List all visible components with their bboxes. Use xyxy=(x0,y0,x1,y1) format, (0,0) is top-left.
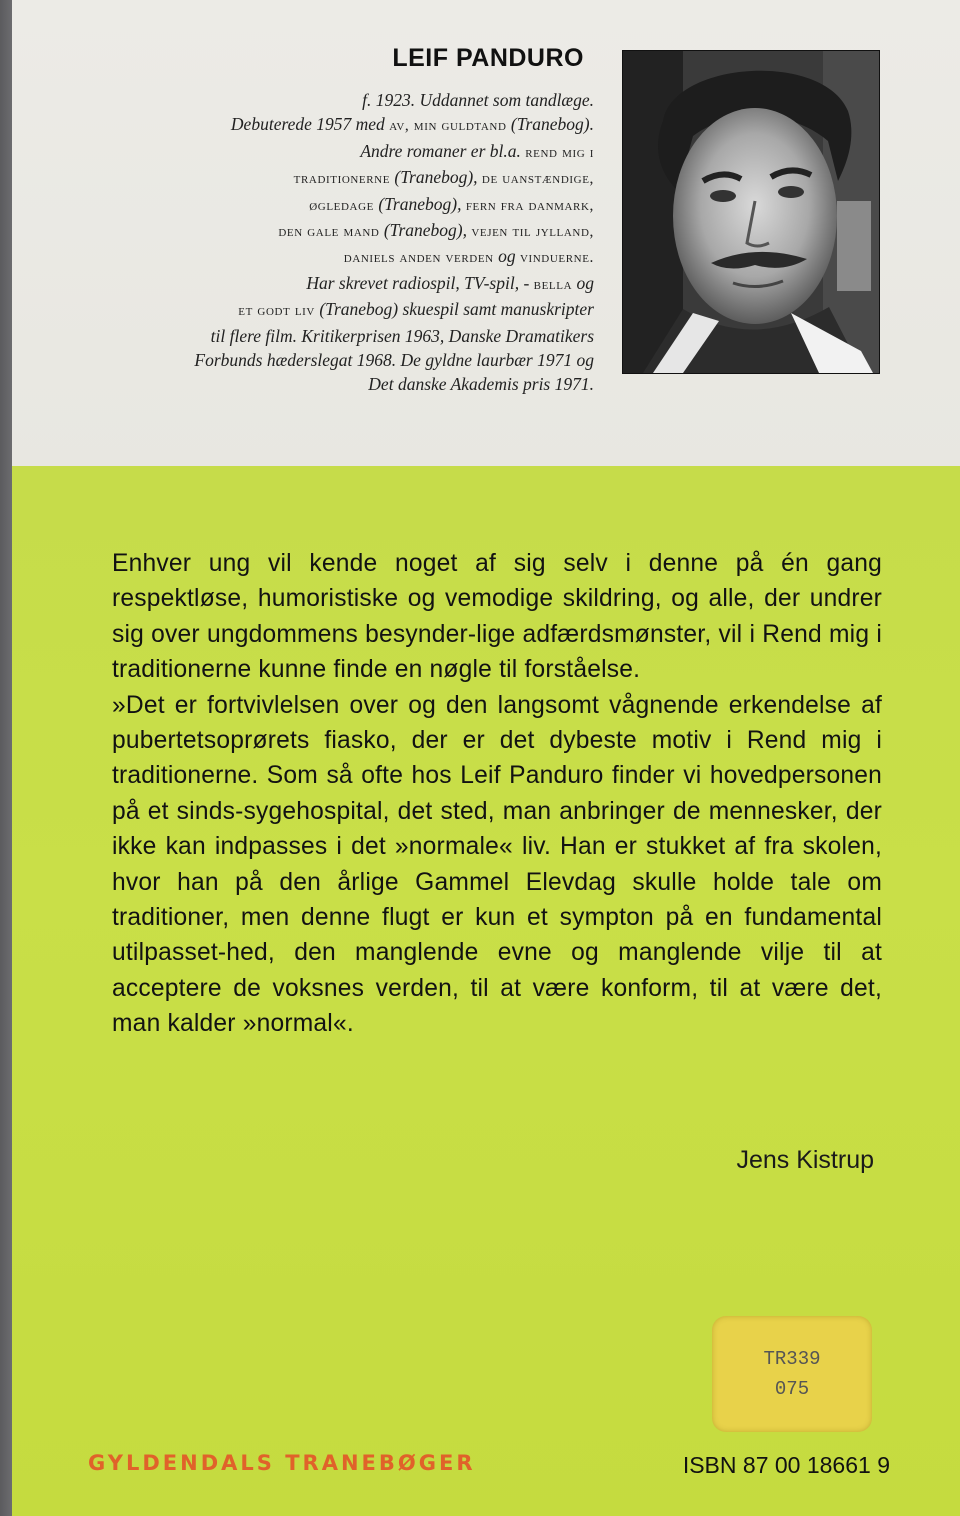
bio-line: til flere film. Kritikerprisen 1963, Danske Dramatikers xyxy=(210,325,594,346)
author-photo xyxy=(622,50,880,374)
publisher-logo-text: GYLDENDALS TRANEBØGER xyxy=(88,1451,476,1475)
reviewer-signature: Jens Kistrup xyxy=(736,1146,874,1174)
sticker-code: TR339 xyxy=(763,1348,821,1370)
bio-line: traditionerne (Tranebog), de uanstændige, xyxy=(293,167,594,188)
author-panel xyxy=(12,0,960,478)
bio-line: f. 1923. Uddannet som tandlæge. xyxy=(362,90,594,110)
bio-line: den gale mand (Tranebog), vejen til jylland, xyxy=(278,220,594,241)
bio-line: Debuterede 1957 med av, min guldtand (Tranebog). xyxy=(230,114,594,135)
isbn-number: ISBN 87 00 18661 9 xyxy=(682,1452,890,1478)
blurb-paragraph: Enhver ung vil kende noget af sig selv i denne på én gang respektløse, humoristiske og vemodige skildring, og alle, der undrer sig over ungdommens besynder-lige adfærdsmønster, vil i Rend mig i traditionerne kunne finde en nøgle til forståelse. xyxy=(112,550,882,684)
bio-line: Det danske Akademis pris 1971. xyxy=(368,374,594,395)
price-sticker xyxy=(712,1316,872,1432)
bio-line: Forbunds hæderslegat 1968. De gyldne laurbær 1971 og xyxy=(194,350,594,371)
blurb-quote: »Det er fortvivlelsen over og den langsomt vågnende erkendelse af pubertetsoprørets fiasko, der er det dybeste motiv i Rend mig i traditionerne. Som så ofte hos Leif Panduro finder vi hovedpersonen på et sinds-sygehospital, det sted, man anbringer de mennesker, der ikke kan indpasses i det »normale« liv. Han er stukket af fra skolen, hvor han på den årlige Gammel Elevdag skulle holde tale om traditioner, men denne flugt er kun et sympton på en fundamental utilpasset-hed, den manglende evne og manglende vilje til at acceptere de voksnes verden, til at være konform, til at være det, man kalder »normal«. xyxy=(112,691,882,1038)
sticker-number: 075 xyxy=(774,1378,810,1400)
portrait-image xyxy=(623,51,879,373)
bio-line: Har skrevet radiospil, TV-spil, - bella og xyxy=(306,272,594,293)
author-name: LEIF PANDURO xyxy=(392,44,584,72)
author-bio xyxy=(72,88,594,397)
book-back-cover xyxy=(12,0,960,1516)
bio-line: Andre romaner er bl.a. rend mig i xyxy=(360,140,594,161)
bio-line: daniels anden verden og vinduerne. xyxy=(343,246,594,267)
blurb-text xyxy=(112,546,882,1042)
bio-line: øgledage (Tranebog), fern fra danmark, xyxy=(309,193,594,214)
bio-line: et godt liv (Tranebog) skuespil samt manuskripter xyxy=(238,299,594,320)
